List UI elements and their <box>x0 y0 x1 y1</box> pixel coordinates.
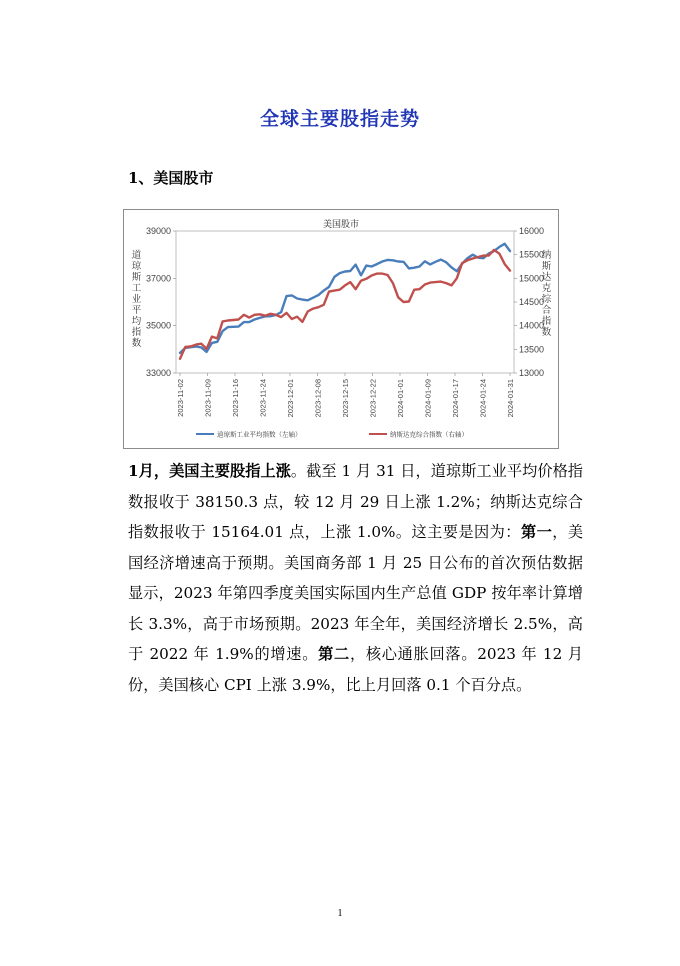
series-line-dow <box>180 244 510 353</box>
y-left-tick-label: 37000 <box>145 273 171 284</box>
paragraph-text-1: 。截至 1 月 31 日，道琼斯工业平均价格指数报收于 38150.3 点，较 12 月 29 日上涨 1.2%；纳斯达克综合指数报收于 15164.01 点，上涨 1.0%。这主要是因为： <box>128 462 583 541</box>
series-layer <box>180 244 510 359</box>
right-axis <box>514 226 544 378</box>
y-right-tick-label: 16000 <box>519 226 545 236</box>
y-left-tick-label: 39000 <box>145 226 171 236</box>
x-tick-label: 2024-01-09 <box>423 379 433 418</box>
y-right-tick-label: 14000 <box>519 320 545 331</box>
x-tick-label: 2024-01-17 <box>451 379 460 418</box>
paragraph-point-2: 第二 <box>318 645 350 663</box>
x-tick-label: 2023-12-01 <box>286 379 295 418</box>
y-right-tick-label: 14500 <box>519 297 545 307</box>
y-right-tick-label: 13000 <box>519 368 545 378</box>
x-axis <box>176 373 515 417</box>
chart-frame <box>123 209 559 449</box>
chart-svg <box>124 210 558 448</box>
section-heading: 1、美国股市 <box>128 169 214 187</box>
chart-title: 美国股市 <box>322 220 360 230</box>
document-title: 全球主要股指走势 <box>259 108 420 130</box>
x-tick-label: 2023-11-16 <box>231 379 240 417</box>
x-tick-label: 2023-12-15 <box>341 379 350 418</box>
legend-label-nasdaq: 纳斯达克综合指数（右轴） <box>390 430 468 439</box>
page-number: 1 <box>337 908 343 919</box>
y-left-axis-title: 道琼斯工业平均指数 <box>131 250 142 349</box>
plot-area <box>176 231 514 373</box>
paragraph-point-1: 第一 <box>520 523 553 541</box>
x-tick-label: 2024-01-24 <box>478 379 488 418</box>
series-line-nasdaq <box>180 250 510 359</box>
paragraph-text-2: ，美国经济增速高于预期。美国商务部 1 月 25 日公布的首次预估数据显示，2023 年第四季度美国实际国内生产总值 GDP 按年率计算增长 3.3%，高于市场预期。2023 年全年，美国经济增长 2.5%，高于 2022 年 1.9%的增速。 <box>128 523 584 663</box>
x-tick-label: 2023-11-02 <box>176 379 185 417</box>
paragraph-lead: 1月，美国主要股指上涨 <box>128 462 291 480</box>
y-right-tick-label: 15500 <box>519 249 545 260</box>
y-left-tick-label: 35000 <box>145 320 171 331</box>
x-tick-label: 2023-11-24 <box>258 379 268 417</box>
x-tick-label: 2023-11-09 <box>203 379 213 417</box>
x-tick-label: 2023-12-08 <box>313 379 323 418</box>
y-right-axis-title: 纳斯达克综合指数 <box>541 250 552 338</box>
left-axis <box>146 226 176 378</box>
legend-label-dow: 道琼斯工业平均指数（左轴） <box>217 430 302 439</box>
x-tick-label: 2024-01-31 <box>506 379 515 418</box>
y-right-tick-label: 15000 <box>519 273 545 284</box>
y-left-tick-label: 33000 <box>145 368 171 378</box>
paragraph-text-3: ，核心通胀回落。2023 年 12 月份，美国核心 CPI 上涨 3.9%，比上月回落 0.1 个百分点。 <box>128 645 583 694</box>
legend <box>196 430 468 439</box>
x-tick-label: 2023-12-22 <box>368 379 378 418</box>
x-tick-label: 2024-01-01 <box>396 379 405 418</box>
y-right-tick-label: 13500 <box>519 344 545 355</box>
body-paragraph <box>128 456 583 700</box>
